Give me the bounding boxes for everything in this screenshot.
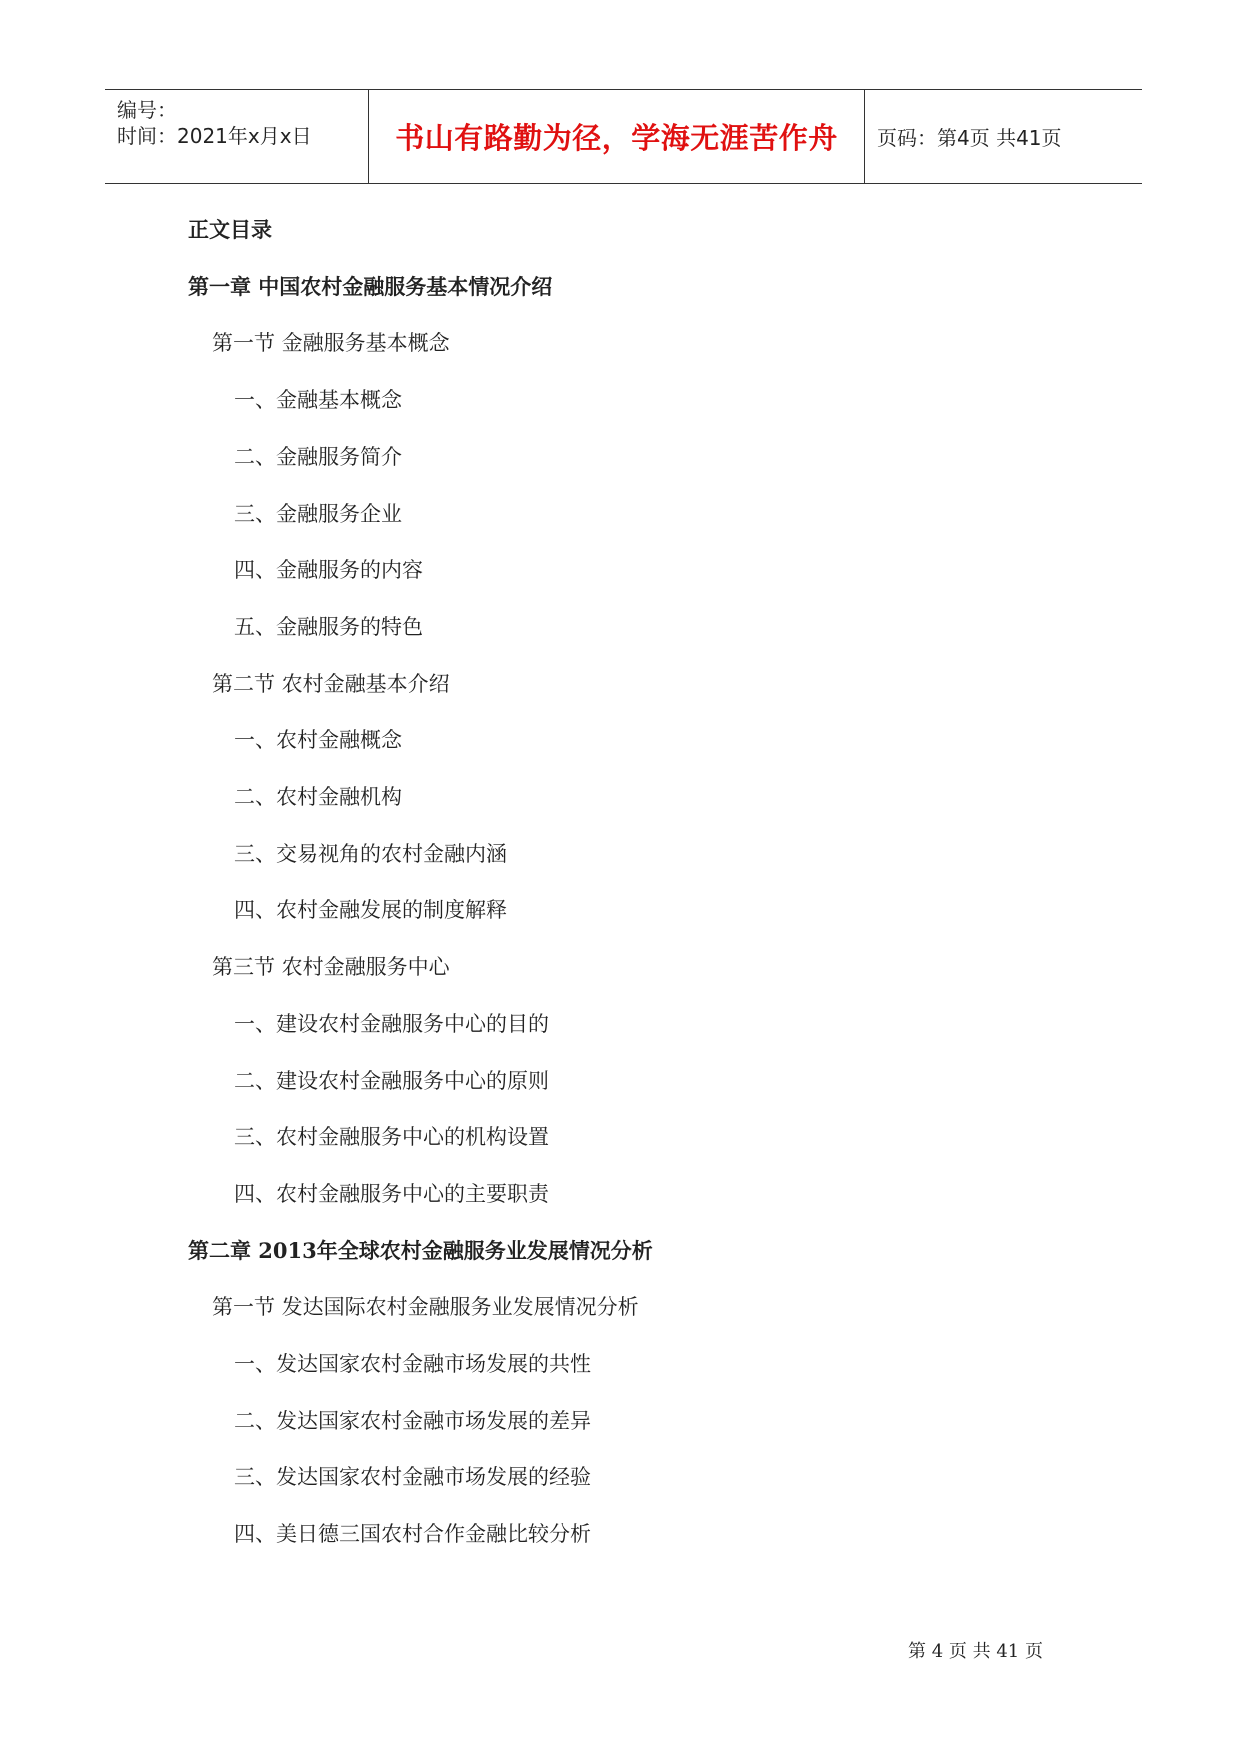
- toc-entry: 一、建设农村金融服务中心的目的: [234, 1012, 549, 1036]
- toc-entry: 四、农村金融发展的制度解释: [234, 898, 507, 922]
- toc-entry: 一、发达国家农村金融市场发展的共性: [234, 1352, 591, 1376]
- toc-entry: 一、农村金融概念: [234, 728, 402, 752]
- document-number-label: 编号：: [117, 98, 177, 122]
- toc-entry: 三、交易视角的农村金融内涵: [234, 842, 507, 866]
- toc-entry: 第一章 中国农村金融服务基本情况介绍: [188, 274, 553, 299]
- toc-entry: 一、金融基本概念: [234, 388, 402, 412]
- toc-entry: 二、建设农村金融服务中心的原则: [234, 1069, 549, 1093]
- toc-entry: 二、金融服务简介: [234, 445, 402, 469]
- document-time-label: 时间：2021年x月x日: [117, 124, 312, 148]
- toc-entry: 四、金融服务的内容: [234, 558, 423, 582]
- header-info-cell: [105, 90, 369, 183]
- toc-entry: 三、金融服务企业: [234, 502, 402, 526]
- toc-entry: 第二节 农村金融基本介绍: [212, 672, 450, 696]
- header-page-number: 页码：第4页 共41页: [877, 126, 1062, 150]
- header-page-cell: [865, 90, 1142, 183]
- toc-entry: 第二章 2013年全球农村金融服务业发展情况分析: [188, 1238, 653, 1263]
- page-header: [105, 89, 1142, 184]
- page-footer: 第 4 页 共 41 页: [908, 1641, 1043, 1662]
- toc-entry: 四、农村金融服务中心的主要职责: [234, 1182, 549, 1206]
- toc-entry: 五、金融服务的特色: [234, 615, 423, 639]
- header-motto-cell: [369, 90, 865, 183]
- toc-entry: 三、发达国家农村金融市场发展的经验: [234, 1465, 591, 1489]
- toc-entry: 正文目录: [188, 217, 272, 242]
- toc-entry: 三、农村金融服务中心的机构设置: [234, 1125, 549, 1149]
- toc-entry: 二、农村金融机构: [234, 785, 402, 809]
- motto-text: 书山有路勤为径，学海无涯苦作舟: [395, 121, 838, 155]
- toc-entry: 第三节 农村金融服务中心: [212, 955, 450, 979]
- toc-entry: 第一节 发达国际农村金融服务业发展情况分析: [212, 1295, 639, 1319]
- toc-entry: 二、发达国家农村金融市场发展的差异: [234, 1409, 591, 1433]
- toc-entry: 四、美日德三国农村合作金融比较分析: [234, 1522, 591, 1546]
- toc-entry: 第一节 金融服务基本概念: [212, 331, 450, 355]
